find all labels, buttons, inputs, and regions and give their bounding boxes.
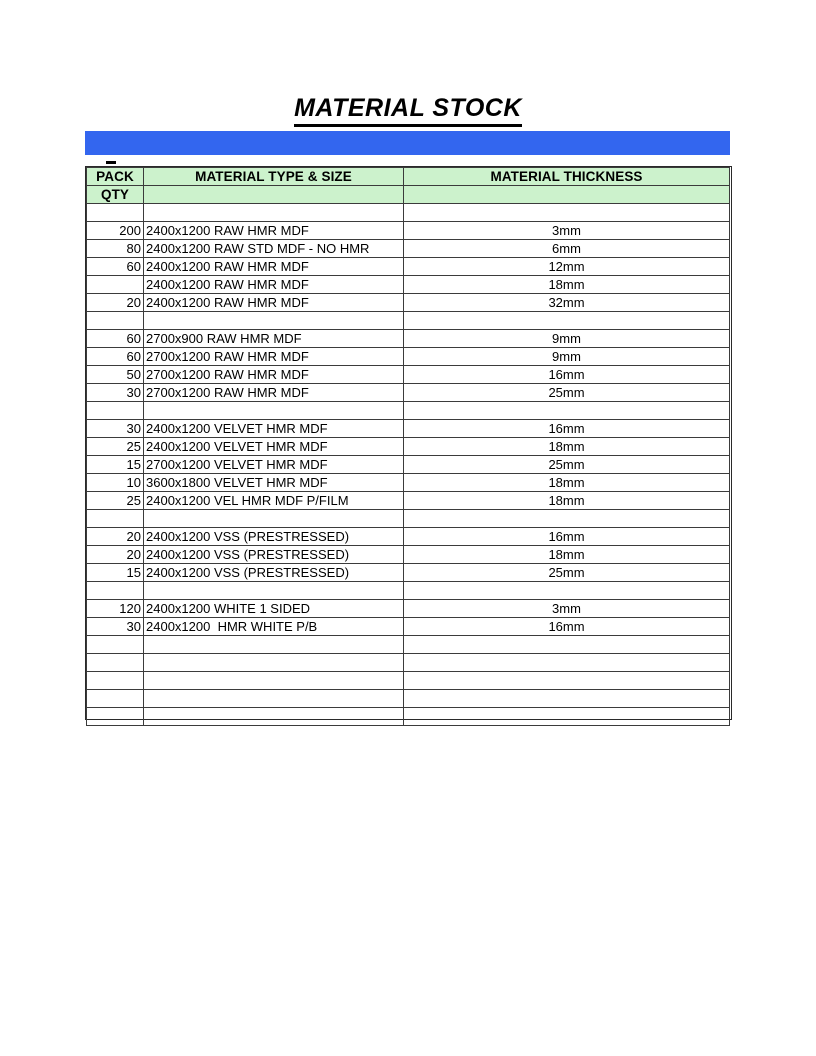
cell-material-thickness: 25mm xyxy=(404,456,730,474)
header-material-thickness-blank xyxy=(404,186,730,204)
cell-pack-qty: 25 xyxy=(87,438,144,456)
cell-pack-qty: 60 xyxy=(87,258,144,276)
cell-material-type-size: 2400x1200 VELVET HMR MDF xyxy=(144,438,404,456)
page-title-text: MATERIAL STOCK xyxy=(294,94,522,127)
cell-material-thickness xyxy=(404,690,730,708)
table-row xyxy=(87,474,730,492)
cell-material-thickness: 3mm xyxy=(404,222,730,240)
header-material-type-size: MATERIAL TYPE & SIZE xyxy=(144,168,404,186)
cell-pack-qty: 20 xyxy=(87,528,144,546)
cell-pack-qty xyxy=(87,636,144,654)
cell-material-type-size: 2400x1200 VSS (PRESTRESSED) xyxy=(144,564,404,582)
blue-banner xyxy=(85,131,730,155)
cell-material-type-size: 2400x1200 HMR WHITE P/B xyxy=(144,618,404,636)
cell-material-thickness: 18mm xyxy=(404,438,730,456)
cell-material-type-size: 2700x1200 RAW HMR MDF xyxy=(144,348,404,366)
cell-pack-qty: 30 xyxy=(87,384,144,402)
cell-pack-qty: 50 xyxy=(87,366,144,384)
header-pack-qty-line2: QTY xyxy=(87,186,144,204)
cell-material-thickness: 9mm xyxy=(404,330,730,348)
table-row xyxy=(87,618,730,636)
table-header-row-2 xyxy=(87,186,730,204)
cell-material-type-size xyxy=(144,204,404,222)
cell-pack-qty: 20 xyxy=(87,294,144,312)
cell-pack-qty: 120 xyxy=(87,600,144,618)
cell-material-type-size: 2400x1200 RAW HMR MDF xyxy=(144,276,404,294)
cell-pack-qty: 80 xyxy=(87,240,144,258)
cell-material-thickness xyxy=(404,582,730,600)
table-row xyxy=(87,546,730,564)
table-header-row-1 xyxy=(87,168,730,186)
cell-material-type-size: 2700x900 RAW HMR MDF xyxy=(144,330,404,348)
cell-pack-qty: 25 xyxy=(87,492,144,510)
cell-material-type-size: 2700x1200 RAW HMR MDF xyxy=(144,384,404,402)
cell-pack-qty xyxy=(87,402,144,420)
cell-material-thickness: 25mm xyxy=(404,564,730,582)
material-stock-table xyxy=(86,167,730,726)
cell-material-type-size: 2400x1200 RAW STD MDF - NO HMR xyxy=(144,240,404,258)
cell-material-thickness xyxy=(404,204,730,222)
page-title xyxy=(0,94,816,127)
cell-pack-qty: 10 xyxy=(87,474,144,492)
table-row xyxy=(87,492,730,510)
cell-pack-qty xyxy=(87,204,144,222)
cell-material-type-size: 2400x1200 VEL HMR MDF P/FILM xyxy=(144,492,404,510)
cell-pack-qty xyxy=(87,276,144,294)
cell-material-type-size: 2700x1200 VELVET HMR MDF xyxy=(144,456,404,474)
cell-material-type-size xyxy=(144,636,404,654)
cell-pack-qty: 15 xyxy=(87,456,144,474)
cell-material-thickness: 16mm xyxy=(404,366,730,384)
table-spacer-row xyxy=(87,672,730,690)
cell-material-type-size: 3600x1800 VELVET HMR MDF xyxy=(144,474,404,492)
header-pack-qty-line1: PACK xyxy=(87,168,144,186)
cell-material-thickness: 16mm xyxy=(404,528,730,546)
cell-material-thickness: 3mm xyxy=(404,600,730,618)
cell-material-thickness xyxy=(404,654,730,672)
cell-material-type-size: 2400x1200 RAW HMR MDF xyxy=(144,294,404,312)
cell-material-thickness: 18mm xyxy=(404,546,730,564)
table-row xyxy=(87,240,730,258)
table-row xyxy=(87,384,730,402)
cell-material-thickness: 25mm xyxy=(404,384,730,402)
cell-material-thickness xyxy=(404,312,730,330)
cell-material-thickness: 6mm xyxy=(404,240,730,258)
table-spacer-row xyxy=(87,510,730,528)
table-spacer-row xyxy=(87,690,730,708)
table-spacer-row xyxy=(87,654,730,672)
table-row xyxy=(87,366,730,384)
cell-material-type-size xyxy=(144,672,404,690)
cell-pack-qty xyxy=(87,672,144,690)
table-spacer-row xyxy=(87,636,730,654)
cell-pack-qty: 30 xyxy=(87,618,144,636)
cell-material-thickness xyxy=(404,636,730,654)
cell-pack-qty: 30 xyxy=(87,420,144,438)
table-row xyxy=(87,528,730,546)
cell-material-type-size xyxy=(144,582,404,600)
cell-material-type-size: 2400x1200 WHITE 1 SIDED xyxy=(144,600,404,618)
pack-tick-mark-icon xyxy=(106,161,116,164)
header-material-thickness: MATERIAL THICKNESS xyxy=(404,168,730,186)
cell-material-type-size: 2400x1200 RAW HMR MDF xyxy=(144,258,404,276)
cell-material-type-size xyxy=(144,708,404,726)
cell-material-type-size: 2400x1200 VSS (PRESTRESSED) xyxy=(144,528,404,546)
table-body xyxy=(87,168,730,726)
cell-pack-qty: 60 xyxy=(87,330,144,348)
cell-material-thickness: 9mm xyxy=(404,348,730,366)
cell-pack-qty xyxy=(87,654,144,672)
cell-material-type-size xyxy=(144,510,404,528)
cell-material-type-size xyxy=(144,402,404,420)
cell-material-type-size: 2700x1200 RAW HMR MDF xyxy=(144,366,404,384)
cell-pack-qty xyxy=(87,510,144,528)
cell-material-type-size: 2400x1200 RAW HMR MDF xyxy=(144,222,404,240)
cell-material-thickness: 18mm xyxy=(404,474,730,492)
cell-material-type-size xyxy=(144,654,404,672)
cell-material-type-size: 2400x1200 VSS (PRESTRESSED) xyxy=(144,546,404,564)
cell-pack-qty: 200 xyxy=(87,222,144,240)
table-row xyxy=(87,438,730,456)
table-row xyxy=(87,600,730,618)
table-row xyxy=(87,420,730,438)
table-row xyxy=(87,330,730,348)
cell-pack-qty xyxy=(87,312,144,330)
cell-pack-qty: 60 xyxy=(87,348,144,366)
table-spacer-row xyxy=(87,204,730,222)
cell-material-thickness: 16mm xyxy=(404,420,730,438)
table-row xyxy=(87,276,730,294)
table-row xyxy=(87,222,730,240)
table-row xyxy=(87,456,730,474)
table-row xyxy=(87,348,730,366)
cell-material-thickness xyxy=(404,672,730,690)
cell-pack-qty xyxy=(87,708,144,726)
table-spacer-row xyxy=(87,312,730,330)
cell-material-thickness: 32mm xyxy=(404,294,730,312)
cell-material-type-size xyxy=(144,312,404,330)
cell-pack-qty xyxy=(87,690,144,708)
header-material-type-size-blank xyxy=(144,186,404,204)
cell-material-thickness: 18mm xyxy=(404,276,730,294)
table-spacer-row xyxy=(87,402,730,420)
table-row xyxy=(87,258,730,276)
cell-pack-qty: 20 xyxy=(87,546,144,564)
cell-material-thickness xyxy=(404,402,730,420)
cell-material-type-size: 2400x1200 VELVET HMR MDF xyxy=(144,420,404,438)
cell-material-thickness xyxy=(404,708,730,726)
cell-material-type-size xyxy=(144,690,404,708)
cell-material-thickness: 12mm xyxy=(404,258,730,276)
cell-material-thickness: 18mm xyxy=(404,492,730,510)
cell-material-thickness: 16mm xyxy=(404,618,730,636)
table-spacer-row xyxy=(87,708,730,726)
cell-pack-qty: 15 xyxy=(87,564,144,582)
table-spacer-row xyxy=(87,582,730,600)
table-row xyxy=(87,294,730,312)
table-row xyxy=(87,564,730,582)
cell-pack-qty xyxy=(87,582,144,600)
cell-material-thickness xyxy=(404,510,730,528)
